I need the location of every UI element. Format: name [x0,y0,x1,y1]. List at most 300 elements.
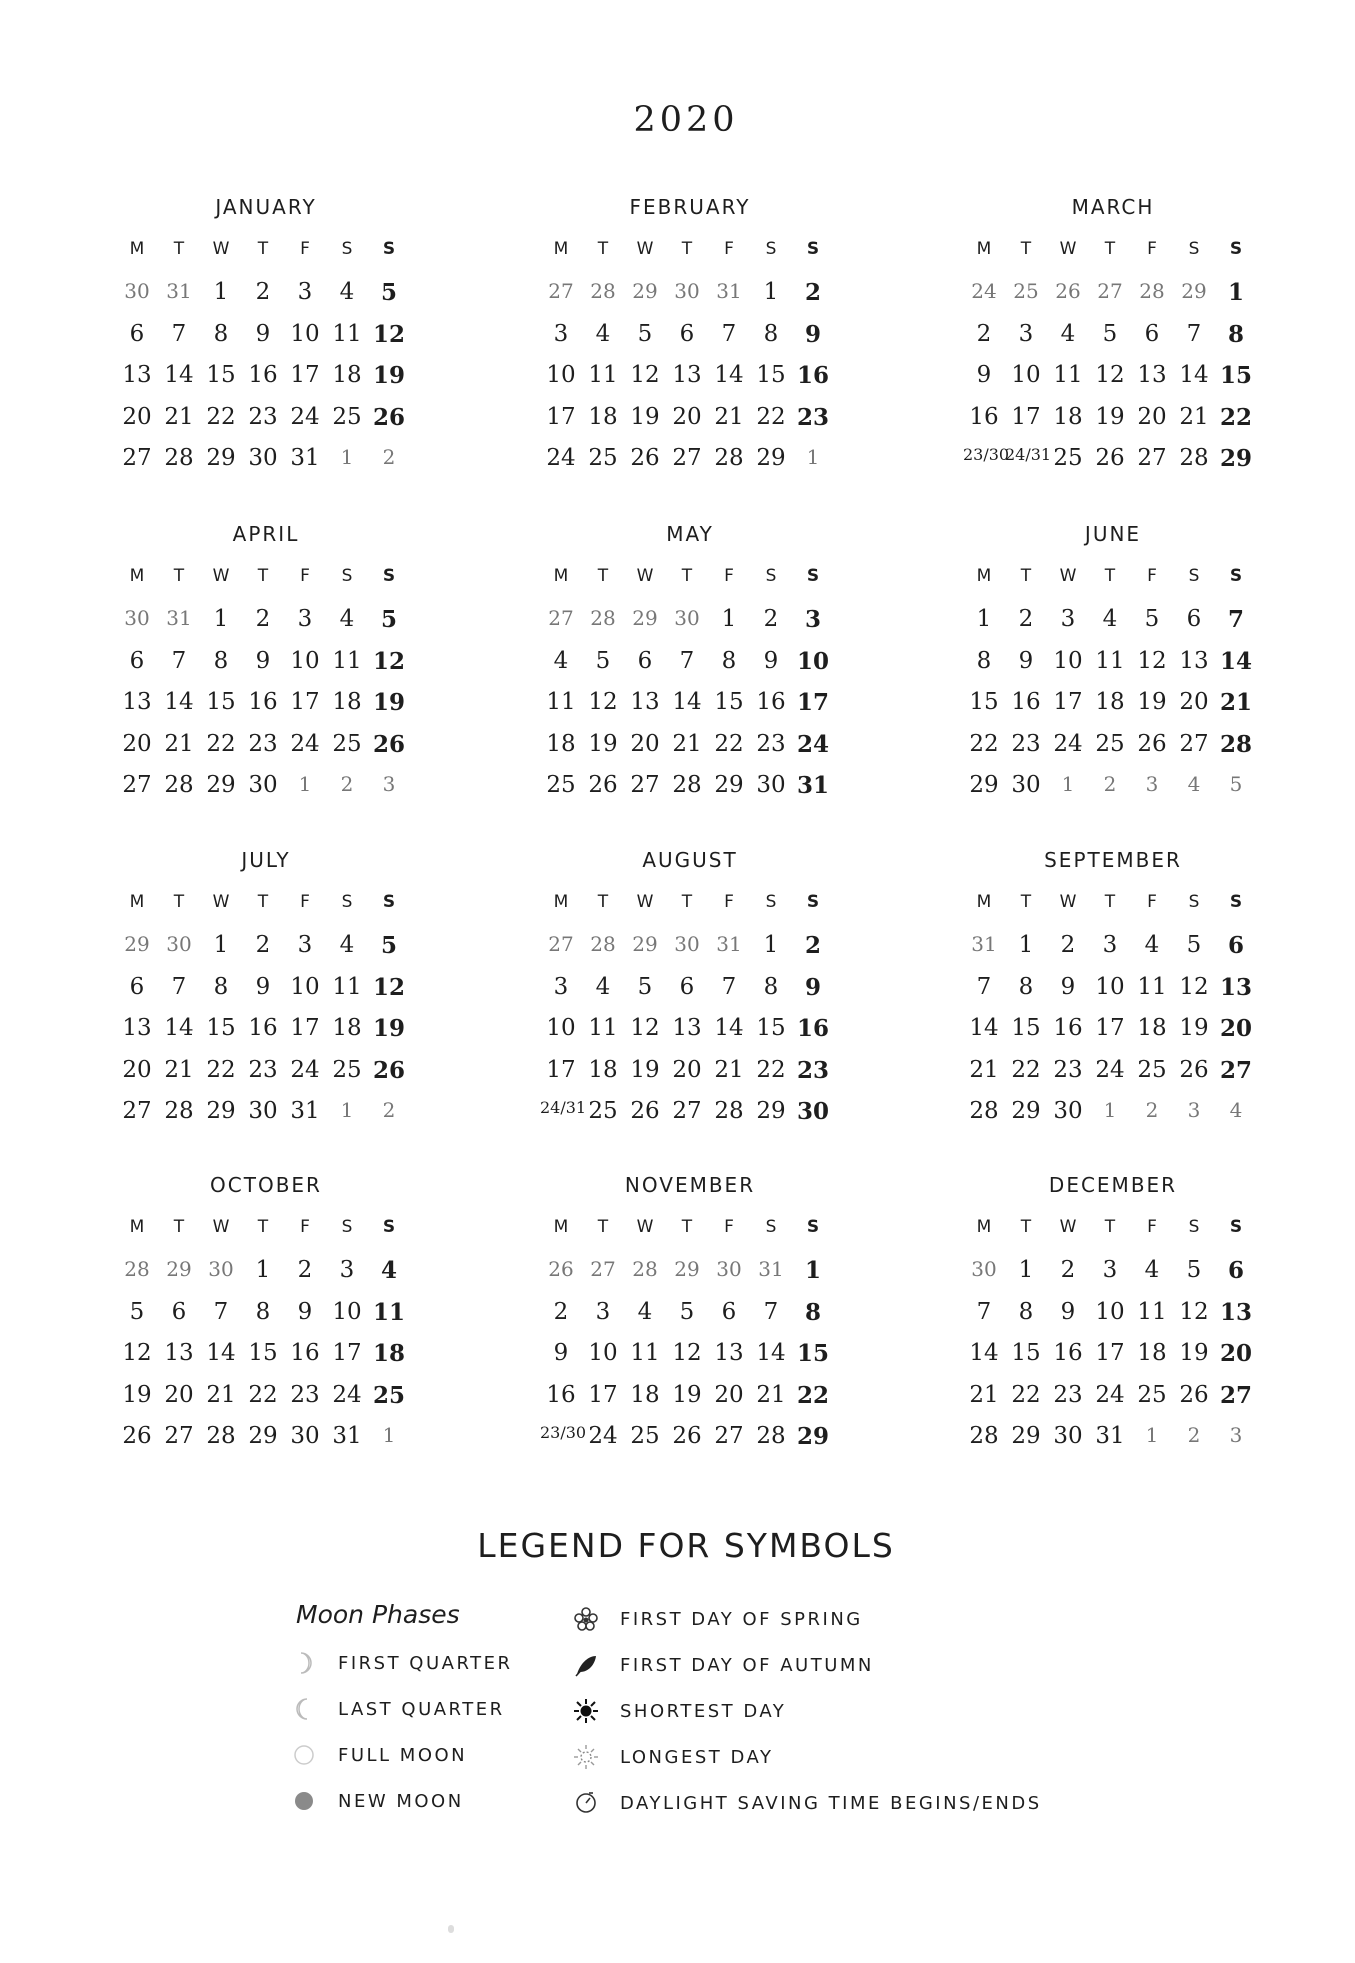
day-cell: 9 [1060,1298,1076,1325]
day-cell: 22 [248,1381,278,1408]
day-cell: 13 [164,1340,194,1366]
day-cell: 28 [590,279,616,303]
weekday-header: M [553,892,569,912]
day-cell: 3 [339,1257,355,1283]
day-cell: 12 [588,689,618,715]
day-cell: 1 [763,932,779,958]
day-cell: 3 [1018,320,1034,347]
day-cell: 23/30 [540,1423,587,1442]
day-cell: 13 [714,1340,744,1366]
day-cell: 11 [630,1340,660,1366]
day-cell: 20 [1137,403,1167,430]
day-cell: 15 [796,1340,829,1367]
day-cell: 24 [332,1381,362,1408]
day-cell: 30 [290,1423,320,1449]
day-cell: 7 [679,647,695,674]
day-cell: 27 [122,772,152,798]
day-cell: 23 [248,1056,278,1083]
weekday-header: S [1188,239,1200,259]
day-cell: 19 [1095,403,1125,430]
weekday-header: F [300,566,310,586]
weekday-header: T [257,892,269,912]
day-cell: 26 [672,1423,702,1449]
day-cell: 19 [588,730,618,757]
day-cell: 14 [164,362,194,388]
flower-icon [570,1606,602,1632]
day-cell: 13 [122,362,152,388]
weekday-header: W [1059,239,1077,259]
day-cell: 22 [1011,1056,1041,1083]
weekday-header: S [765,239,777,259]
day-cell: 20 [122,403,152,430]
day-cell: 7 [171,973,187,1000]
day-cell: 2 [1018,606,1034,632]
day-cell: 5 [380,932,397,959]
day-cell: 11 [332,973,362,1000]
weekday-header: M [553,1217,569,1237]
day-cell: 13 [122,689,152,715]
day-cell: 12 [372,647,405,675]
day-cell: 18 [372,1340,405,1367]
day-cell: 5 [1186,932,1202,958]
scan-speck [448,1925,454,1933]
weekday-header: M [129,892,145,912]
weekday-header: M [129,1217,145,1237]
day-cell: 23 [796,403,829,431]
day-cell: 12 [672,1340,702,1366]
weekday-header: T [257,239,269,259]
day-cell: 23 [1053,1381,1083,1408]
day-cell: 26 [372,1056,405,1084]
day-cell: 9 [763,647,779,674]
weekday-header: T [1020,892,1032,912]
day-cell: 18 [588,1056,618,1083]
day-cell: 6 [1227,1257,1244,1284]
day-cell: 2 [340,772,354,796]
day-cell: 3 [1102,932,1118,958]
day-cell: 30 [1053,1098,1083,1124]
day-cell: 8 [721,647,737,674]
day-cell: 28 [714,1098,744,1124]
day-cell: 25 [1137,1056,1167,1083]
day-cell: 12 [372,973,405,1001]
day-cell: 29 [756,445,786,471]
weekday-header: F [1147,892,1157,912]
day-cell: 29 [756,1098,786,1124]
day-cell: 19 [372,362,405,389]
day-cell: 6 [129,320,145,347]
weekday-header: S [806,892,820,912]
day-cell: 30 [124,279,150,303]
day-cell: 26 [372,730,405,758]
day-cell: 9 [1018,647,1034,674]
day-cell: 6 [637,647,653,674]
day-cell: 6 [721,1298,737,1325]
day-cell: 28 [969,1098,999,1124]
day-cell: 24 [290,403,320,430]
day-cell: 20 [672,1056,702,1083]
day-cell: 13 [1219,1298,1252,1326]
weekday-header: T [597,1217,609,1237]
day-cell: 21 [1219,689,1252,716]
day-cell: 6 [679,973,695,1000]
day-cell: 20 [164,1381,194,1408]
day-cell: 30 [248,1098,278,1124]
day-cell: 10 [546,362,576,388]
day-cell: 10 [1095,973,1125,1000]
day-cell: 23 [290,1381,320,1408]
day-cell: 29 [206,1098,236,1124]
weekday-header: W [1059,566,1077,586]
day-cell: 2 [255,932,271,958]
day-cell: 24 [290,730,320,757]
dark-sun-icon [570,1698,602,1724]
day-cell: 30 [208,1257,234,1281]
month-name: OCTOBER [210,1173,322,1197]
day-cell: 28 [632,1257,658,1281]
legend-daylight-saving: DAYLIGHT SAVING TIME BEGINS/ENDS [570,1788,1042,1818]
day-cell: 9 [255,647,271,674]
day-cell: 22 [756,403,786,430]
day-cell: 31 [166,606,192,630]
day-cell: 11 [1137,973,1167,1000]
weekday-header: S [382,892,396,912]
day-cell: 2 [1060,1257,1076,1283]
day-cell: 15 [248,1340,278,1366]
weekday-header: W [636,239,654,259]
day-cell: 17 [290,689,320,715]
day-cell: 9 [804,320,821,348]
day-cell: 1 [804,1257,821,1284]
day-cell: 12 [1179,973,1209,1000]
leaf-icon [570,1652,602,1678]
day-cell: 2 [1145,1098,1159,1122]
weekday-header: S [341,566,353,586]
day-cell: 10 [332,1298,362,1325]
day-cell: 17 [1053,689,1083,715]
day-cell: 5 [1229,772,1243,796]
day-cell: 25 [1053,445,1083,471]
weekday-header: F [1147,566,1157,586]
day-cell: 7 [763,1298,779,1325]
weekday-header: W [212,239,230,259]
day-cell: 3 [1187,1098,1201,1122]
day-cell: 2 [255,606,271,632]
day-cell: 30 [248,772,278,798]
day-cell: 16 [248,689,278,715]
day-cell: 1 [976,606,992,632]
day-cell: 21 [969,1056,999,1083]
day-cell: 28 [590,606,616,630]
weekday-header: S [1188,1217,1200,1237]
weekday-header: F [724,892,734,912]
day-cell: 8 [804,1298,821,1326]
day-cell: 18 [1095,689,1125,715]
day-cell: 3 [804,606,821,633]
day-cell: 31 [290,445,320,471]
day-cell: 23 [796,1056,829,1084]
day-cell: 1 [1227,279,1244,306]
day-cell: 20 [672,403,702,430]
day-cell: 26 [588,772,618,798]
day-cell: 27 [590,1257,616,1281]
day-cell: 28 [969,1423,999,1449]
day-cell: 28 [164,772,194,798]
day-cell: 5 [679,1298,695,1325]
day-cell: 28 [672,772,702,798]
day-cell: 29 [206,772,236,798]
day-cell: 21 [164,730,194,757]
day-cell: 16 [1053,1015,1083,1041]
month-name: JULY [241,848,291,872]
day-cell: 18 [630,1381,660,1408]
day-cell: 4 [1187,772,1201,796]
day-cell: 14 [672,689,702,715]
day-cell: 14 [714,1015,744,1041]
day-cell: 27 [548,606,574,630]
day-cell: 22 [206,730,236,757]
day-cell: 17 [1095,1015,1125,1041]
weekday-header: F [724,566,734,586]
day-cell: 2 [382,445,396,469]
day-cell: 7 [721,320,737,347]
day-cell: 24/31 [540,1098,587,1117]
day-cell: 4 [1144,1257,1160,1283]
day-cell: 19 [630,403,660,430]
day-cell: 8 [763,973,779,1000]
day-cell: 14 [756,1340,786,1366]
day-cell: 9 [1060,973,1076,1000]
weekday-header: W [212,566,230,586]
day-cell: 24 [546,445,576,471]
day-cell: 17 [1011,403,1041,430]
weekday-header: M [553,566,569,586]
day-cell: 19 [122,1381,152,1408]
day-cell: 12 [372,320,405,348]
day-cell: 16 [248,362,278,388]
weekday-header: S [806,566,820,586]
day-cell: 27 [122,445,152,471]
day-cell: 1 [340,1098,354,1122]
month-name: FEBRUARY [629,195,751,219]
day-cell: 4 [339,932,355,958]
day-cell: 22 [969,730,999,757]
day-cell: 12 [630,362,660,388]
day-cell: 25 [332,403,362,430]
day-cell: 15 [206,362,236,388]
day-cell: 20 [1219,1340,1252,1367]
day-cell: 8 [763,320,779,347]
month-name: MAY [666,522,714,546]
weekday-header: W [212,1217,230,1237]
day-cell: 15 [206,689,236,715]
legend-new-moon: NEW MOON [288,1786,464,1816]
day-cell: 1 [382,1423,396,1447]
day-cell: 20 [714,1381,744,1408]
weekday-header: T [257,1217,269,1237]
day-cell: 2 [804,279,821,306]
day-cell: 29 [632,279,658,303]
month-name: SEPTEMBER [1044,848,1182,872]
day-cell: 18 [1053,403,1083,430]
day-cell: 18 [1137,1015,1167,1041]
day-cell: 14 [164,689,194,715]
day-cell: 7 [171,647,187,674]
day-cell: 28 [590,932,616,956]
day-cell: 30 [1011,772,1041,798]
day-cell: 15 [756,362,786,388]
day-cell: 10 [588,1340,618,1366]
day-cell: 29 [206,445,236,471]
day-cell: 25 [630,1423,660,1449]
day-cell: 19 [372,1015,405,1042]
day-cell: 28 [124,1257,150,1281]
weekday-header: S [1229,566,1243,586]
day-cell: 19 [1137,689,1167,715]
day-cell: 14 [714,362,744,388]
day-cell: 18 [332,362,362,388]
month-name: JANUARY [215,195,317,219]
day-cell: 30 [166,932,192,956]
day-cell: 31 [332,1423,362,1449]
day-cell: 24 [1095,1381,1125,1408]
day-cell: 11 [588,362,618,388]
day-cell: 30 [674,279,700,303]
day-cell: 16 [796,362,829,389]
day-cell: 28 [1179,445,1209,471]
weekday-header: T [1020,566,1032,586]
day-cell: 11 [546,689,576,715]
day-cell: 2 [255,279,271,305]
day-cell: 29 [248,1423,278,1449]
day-cell: 29 [166,1257,192,1281]
day-cell: 18 [332,689,362,715]
day-cell: 31 [166,279,192,303]
day-cell: 28 [1219,730,1252,758]
day-cell: 29 [124,932,150,956]
day-cell: 19 [1179,1340,1209,1366]
day-cell: 24 [1095,1056,1125,1083]
day-cell: 5 [637,320,653,347]
day-cell: 10 [290,647,320,674]
weekday-header: T [173,566,185,586]
day-cell: 26 [1055,279,1081,303]
day-cell: 16 [248,1015,278,1041]
day-cell: 11 [1053,362,1083,388]
day-cell: 4 [380,1257,397,1284]
day-cell: 21 [672,730,702,757]
day-cell: 7 [721,973,737,1000]
day-cell: 31 [1095,1423,1125,1449]
day-cell: 25 [588,445,618,471]
day-cell: 14 [164,1015,194,1041]
day-cell: 4 [637,1298,653,1325]
weekday-header: S [382,1217,396,1237]
day-cell: 5 [1144,606,1160,632]
day-cell: 11 [1137,1298,1167,1325]
day-cell: 7 [976,1298,992,1325]
day-cell: 22 [206,403,236,430]
day-cell: 9 [553,1340,569,1366]
day-cell: 24 [588,1423,618,1449]
day-cell: 18 [546,730,576,757]
day-cell: 23/30 [963,445,1010,464]
day-cell: 21 [714,1056,744,1083]
day-cell: 3 [297,932,313,958]
weekday-header: S [341,1217,353,1237]
day-cell: 23 [756,730,786,757]
day-cell: 14 [206,1340,236,1366]
legend-first-quarter: FIRST QUARTER [288,1648,513,1678]
day-cell: 4 [553,647,569,674]
month-name: JUNE [1084,522,1142,546]
day-cell: 15 [756,1015,786,1041]
day-cell: 25 [588,1098,618,1124]
day-cell: 13 [1219,973,1252,1001]
weekday-header: M [976,566,992,586]
day-cell: 28 [714,445,744,471]
day-cell: 27 [1137,445,1167,471]
month-name: APRIL [232,522,300,546]
day-cell: 17 [796,689,829,716]
day-cell: 14 [1219,647,1252,675]
legend-first-day-of-autumn: FIRST DAY OF AUTUMN [570,1650,874,1680]
day-cell: 27 [672,1098,702,1124]
day-cell: 7 [171,320,187,347]
day-cell: 2 [1187,1423,1201,1447]
day-cell: 7 [976,973,992,1000]
legend-full-moon: FULL MOON [288,1740,467,1770]
day-cell: 16 [969,403,999,430]
weekday-header: S [765,892,777,912]
weekday-header: W [1059,1217,1077,1237]
weekday-header: W [636,892,654,912]
day-cell: 31 [758,1257,784,1281]
day-cell: 29 [796,1423,829,1450]
day-cell: 17 [546,403,576,430]
day-cell: 2 [804,932,821,959]
day-cell: 10 [1095,1298,1125,1325]
day-cell: 5 [1186,1257,1202,1283]
day-cell: 9 [976,362,992,388]
weekday-header: T [681,892,693,912]
day-cell: 1 [255,1257,271,1283]
day-cell: 20 [122,1056,152,1083]
day-cell: 14 [969,1340,999,1366]
weekday-header: S [341,239,353,259]
day-cell: 27 [1219,1381,1252,1409]
day-cell: 8 [213,320,229,347]
day-cell: 6 [1144,320,1160,347]
day-cell: 26 [372,403,405,431]
day-cell: 25 [1137,1381,1167,1408]
day-cell: 27 [122,1098,152,1124]
day-cell: 16 [796,1015,829,1042]
day-cell: 5 [129,1298,145,1325]
day-cell: 22 [714,730,744,757]
weekday-header: M [129,566,145,586]
day-cell: 5 [595,647,611,674]
day-cell: 8 [213,647,229,674]
legend-title: LEGEND FOR SYMBOLS [477,1526,895,1565]
day-cell: 29 [1181,279,1207,303]
day-cell: 8 [1227,320,1244,348]
day-cell: 29 [1011,1098,1041,1124]
day-cell: 4 [339,606,355,632]
day-cell: 9 [804,973,821,1001]
day-cell: 14 [969,1015,999,1041]
day-cell: 1 [1145,1423,1159,1447]
